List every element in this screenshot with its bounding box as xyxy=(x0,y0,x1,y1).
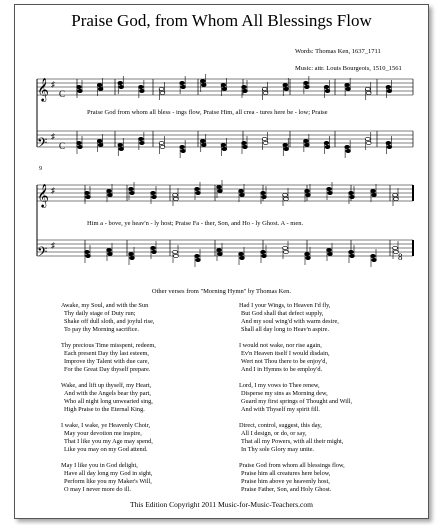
note-head xyxy=(386,85,391,88)
verse-line: Each present Day thy last esteem, xyxy=(64,350,149,357)
verse-line: And with Thyself my spirit fill. xyxy=(241,406,320,413)
note-head xyxy=(98,143,103,146)
key-sharp-icon-2: ♯ xyxy=(51,186,55,195)
verse-line: Improve thy Talent with due care, xyxy=(64,358,150,365)
verse-line: Awake, my Soul, and with the Sun xyxy=(61,302,149,309)
note-head xyxy=(108,252,113,255)
note-head xyxy=(181,149,186,152)
music-notation xyxy=(15,5,428,285)
note-head xyxy=(283,246,288,249)
verse-line: All I design, or do, or say, xyxy=(241,430,307,437)
verse-stanza xyxy=(61,302,156,334)
note-head xyxy=(130,256,135,259)
verse-stanza xyxy=(239,462,352,494)
copyright-footer: This Edition Copyright 2011 Music-for-Music-Teachers.com xyxy=(130,500,313,509)
note-head xyxy=(181,85,186,88)
note-head xyxy=(240,193,245,196)
verse-line: Thy precious Time misspent, redeem, xyxy=(61,342,156,349)
note-head xyxy=(262,137,267,140)
note-head xyxy=(85,250,90,253)
verse-stanza xyxy=(61,382,156,414)
verse-line: Guard my first springs of Thought and Will, xyxy=(241,398,353,405)
verse-line: Perform like you my Maker's Will, xyxy=(64,478,152,485)
note-head xyxy=(393,246,398,249)
note-head xyxy=(160,91,165,94)
note-head xyxy=(78,145,83,148)
note-head xyxy=(325,89,330,92)
note-head xyxy=(218,252,223,255)
verse-line: Praise him all creatures here below, xyxy=(241,470,331,477)
note-head xyxy=(196,191,201,194)
note-head xyxy=(283,83,288,86)
note-head xyxy=(243,145,248,148)
note-head xyxy=(201,143,206,146)
verse-line: Shake off dull sloth, and joyful rise, xyxy=(64,318,155,325)
verse-stanza xyxy=(239,342,352,374)
key-sharp-icon-bass-2: ♯ xyxy=(51,241,55,250)
verse-line: Like you may on my God attend. xyxy=(64,446,148,453)
verse-line: I wake, I wake, ye Heavenly Choir, xyxy=(61,422,151,429)
verse-line: Praise God from whom all blessings flow, xyxy=(239,462,345,469)
note-head xyxy=(394,197,399,200)
note-head xyxy=(152,195,157,198)
staff-lines xyxy=(37,79,413,256)
note-head xyxy=(139,141,144,144)
note-head xyxy=(349,191,354,194)
verses-left-column xyxy=(61,302,156,502)
treble-clef-icon: 𝄞 xyxy=(37,79,49,101)
note-head xyxy=(324,141,329,144)
verse-line: May I like you in God delight, xyxy=(61,462,138,469)
note-head xyxy=(325,145,330,148)
verse-line: May your devotion me inspire, xyxy=(64,430,142,437)
note-head xyxy=(242,141,247,144)
words-credit: Words: Thomas Ken, 1637_1711 xyxy=(295,48,381,55)
note-head xyxy=(365,87,370,90)
note-head xyxy=(85,191,90,194)
note-head xyxy=(180,81,185,84)
verse-stanza xyxy=(61,342,156,374)
note-head xyxy=(221,143,226,146)
note-head xyxy=(107,248,112,251)
note-head xyxy=(242,85,247,88)
note-head xyxy=(305,189,310,192)
note-head xyxy=(261,250,266,253)
note-head xyxy=(86,254,91,257)
note-head xyxy=(306,193,311,196)
verse-line: Wake, and lift up thyself, my Heart, xyxy=(61,382,152,389)
note-head xyxy=(119,147,124,150)
note-head xyxy=(195,254,200,257)
note-head xyxy=(159,87,164,90)
note-head xyxy=(328,252,333,255)
note-head xyxy=(387,145,392,148)
note-head xyxy=(372,258,377,261)
note-head xyxy=(139,89,144,92)
note-head xyxy=(305,252,310,255)
verse-stanza xyxy=(239,382,352,414)
note-head xyxy=(200,79,205,82)
verses-right-column xyxy=(239,302,352,502)
note-head xyxy=(78,89,83,92)
note-head xyxy=(284,147,289,150)
note-head xyxy=(243,89,248,92)
key-sharp-icon-bass: ♯ xyxy=(51,132,55,141)
treble-clef-icon-2: 𝄞 xyxy=(37,185,49,207)
note-head xyxy=(328,191,333,194)
note-head xyxy=(196,258,201,261)
verse-line: And my soul wing'd with warm desire, xyxy=(241,318,339,325)
verse-line: In Thy sole Glory may unite. xyxy=(241,446,314,453)
measure-number: 9 xyxy=(39,166,42,172)
note-head xyxy=(263,91,268,94)
note-head xyxy=(349,250,354,253)
note-head xyxy=(262,254,267,257)
note-head xyxy=(129,252,134,255)
note-head xyxy=(98,87,103,90)
verse-line: O may I never more do ill. xyxy=(64,486,131,493)
note-head xyxy=(283,143,288,146)
verse-stanza xyxy=(239,422,352,454)
verse-line: That I like you my Age may spend, xyxy=(64,438,153,445)
verse-line: Have all day long my God in sight, xyxy=(64,470,153,477)
verse-stanza xyxy=(61,422,156,454)
note-head xyxy=(261,191,266,194)
note-head xyxy=(173,193,178,196)
note-head xyxy=(108,193,113,196)
verse-line: Had I your Wings, to Heaven I'd fly, xyxy=(239,302,331,309)
verse-line: Lord, I my vows to Thee renew, xyxy=(239,382,320,389)
note-head xyxy=(345,83,350,86)
note-head xyxy=(160,145,165,148)
note-head xyxy=(324,85,329,88)
note-head xyxy=(107,189,112,192)
note-head xyxy=(97,139,102,142)
note-head xyxy=(97,83,102,86)
note-head xyxy=(304,85,309,88)
note-head xyxy=(304,143,309,146)
note-head xyxy=(372,193,377,196)
note-head xyxy=(393,193,398,196)
final-time-signature: 8 xyxy=(398,252,403,262)
verse-line: Who all night long unwearied sing, xyxy=(64,398,153,405)
note-head xyxy=(173,250,178,253)
lyrics-system-1: Praise God from whom all bless - ings flow, Praise Him, all crea - tures here be - low; Praise xyxy=(87,109,328,116)
bass-clef-icon: 𝄢 xyxy=(37,137,48,154)
note-head xyxy=(283,193,288,196)
note-head xyxy=(77,141,82,144)
note-head xyxy=(138,85,143,88)
note-head xyxy=(222,147,227,150)
note-head xyxy=(174,197,179,200)
lyrics-system-2: Him a - bove, ye heav'n - ly host; Praise Fa - ther, Son, and Ho - ly Ghost. A - men. xyxy=(87,220,304,227)
note-head xyxy=(151,246,156,249)
note-head xyxy=(174,254,179,257)
note-head xyxy=(263,141,268,144)
note-head xyxy=(386,141,391,144)
verse-line: Praise him above ye heavenly host, xyxy=(241,478,330,485)
bass-clef-icon-2: 𝄢 xyxy=(37,246,48,263)
time-signature: C xyxy=(59,89,66,99)
key-sharp-icon: ♯ xyxy=(51,80,55,89)
verse-line: And with the Angels bear thy part, xyxy=(64,390,151,397)
note-head xyxy=(262,87,267,90)
note-head xyxy=(387,89,392,92)
note-head xyxy=(284,87,289,90)
note-head xyxy=(346,149,351,152)
note-head xyxy=(350,254,355,257)
note-head xyxy=(159,141,164,144)
time-signature-bass: C xyxy=(59,141,66,151)
note-head xyxy=(118,143,123,146)
note-head xyxy=(86,195,91,198)
note-head xyxy=(239,189,244,192)
note-head xyxy=(119,85,124,88)
note-head xyxy=(284,197,289,200)
verse-line: That all my Powers, with all their might, xyxy=(241,438,344,445)
note-head xyxy=(366,91,371,94)
note-head xyxy=(77,85,82,88)
hymn-title: Praise God, from Whom All Blessings Flow xyxy=(71,11,372,30)
note-head xyxy=(195,187,200,190)
note-head xyxy=(371,254,376,257)
note-head xyxy=(240,256,245,259)
note-head xyxy=(346,87,351,90)
verse-line: Praise Father, Son, and Holy Ghost. xyxy=(241,486,332,493)
note-head xyxy=(327,187,332,190)
music-credit: Music: attr. Louis Bourgeois, 1510_1561 xyxy=(295,65,402,72)
verse-line: To pay thy Morning sacrifice. xyxy=(64,326,139,333)
note-head xyxy=(217,185,222,188)
note-head xyxy=(221,83,226,86)
note-head xyxy=(218,189,223,192)
note-head xyxy=(262,195,267,198)
note-head xyxy=(151,191,156,194)
note-head xyxy=(306,256,311,259)
note-head xyxy=(201,83,206,86)
note-head xyxy=(118,81,123,84)
verse-stanza xyxy=(239,302,352,334)
note-head xyxy=(327,248,332,251)
verse-line: Shall all day long to Heav'n aspire. xyxy=(241,326,330,333)
verse-line: Thy daily stage of Duty run; xyxy=(64,310,136,317)
verse-line: Disperse my sins as Morning dew, xyxy=(241,390,328,397)
note-head xyxy=(138,137,143,140)
verse-line: High Praise to the Eternal King. xyxy=(64,406,145,413)
verse-line: I would not wake, nor rise again, xyxy=(239,342,322,349)
note-head xyxy=(371,189,376,192)
note-head xyxy=(284,250,289,253)
note-head xyxy=(152,250,157,253)
verse-line: Wert not Thou there to be enjoy'd, xyxy=(241,358,328,365)
note-head xyxy=(200,139,205,142)
verse-stanza xyxy=(61,462,156,494)
note-head xyxy=(303,81,308,84)
note-head xyxy=(222,87,227,90)
note-head xyxy=(217,248,222,251)
verse-line: For the Great Day thyself prepare. xyxy=(64,366,151,373)
verse-line: Direct, control, suggest, this day, xyxy=(239,422,322,429)
note-head xyxy=(365,137,370,140)
note-head xyxy=(366,141,371,144)
note-head xyxy=(350,195,355,198)
note-head xyxy=(180,145,185,148)
note-head xyxy=(129,187,134,190)
note-head xyxy=(345,145,350,148)
verse-line: But God shall that defect supply, xyxy=(241,310,324,317)
notes xyxy=(77,74,399,267)
verse-line: Ev'n Heaven itself I would disdain, xyxy=(241,350,330,357)
note-head xyxy=(303,139,308,142)
sheet-music-page xyxy=(14,4,429,519)
other-verses-intro: Other verses from "Morning Hymn" by Thomas Ken. xyxy=(151,288,292,295)
note-head xyxy=(130,191,135,194)
note-head xyxy=(239,252,244,255)
verse-line: And I in Hymns to be employ'd. xyxy=(241,366,323,373)
